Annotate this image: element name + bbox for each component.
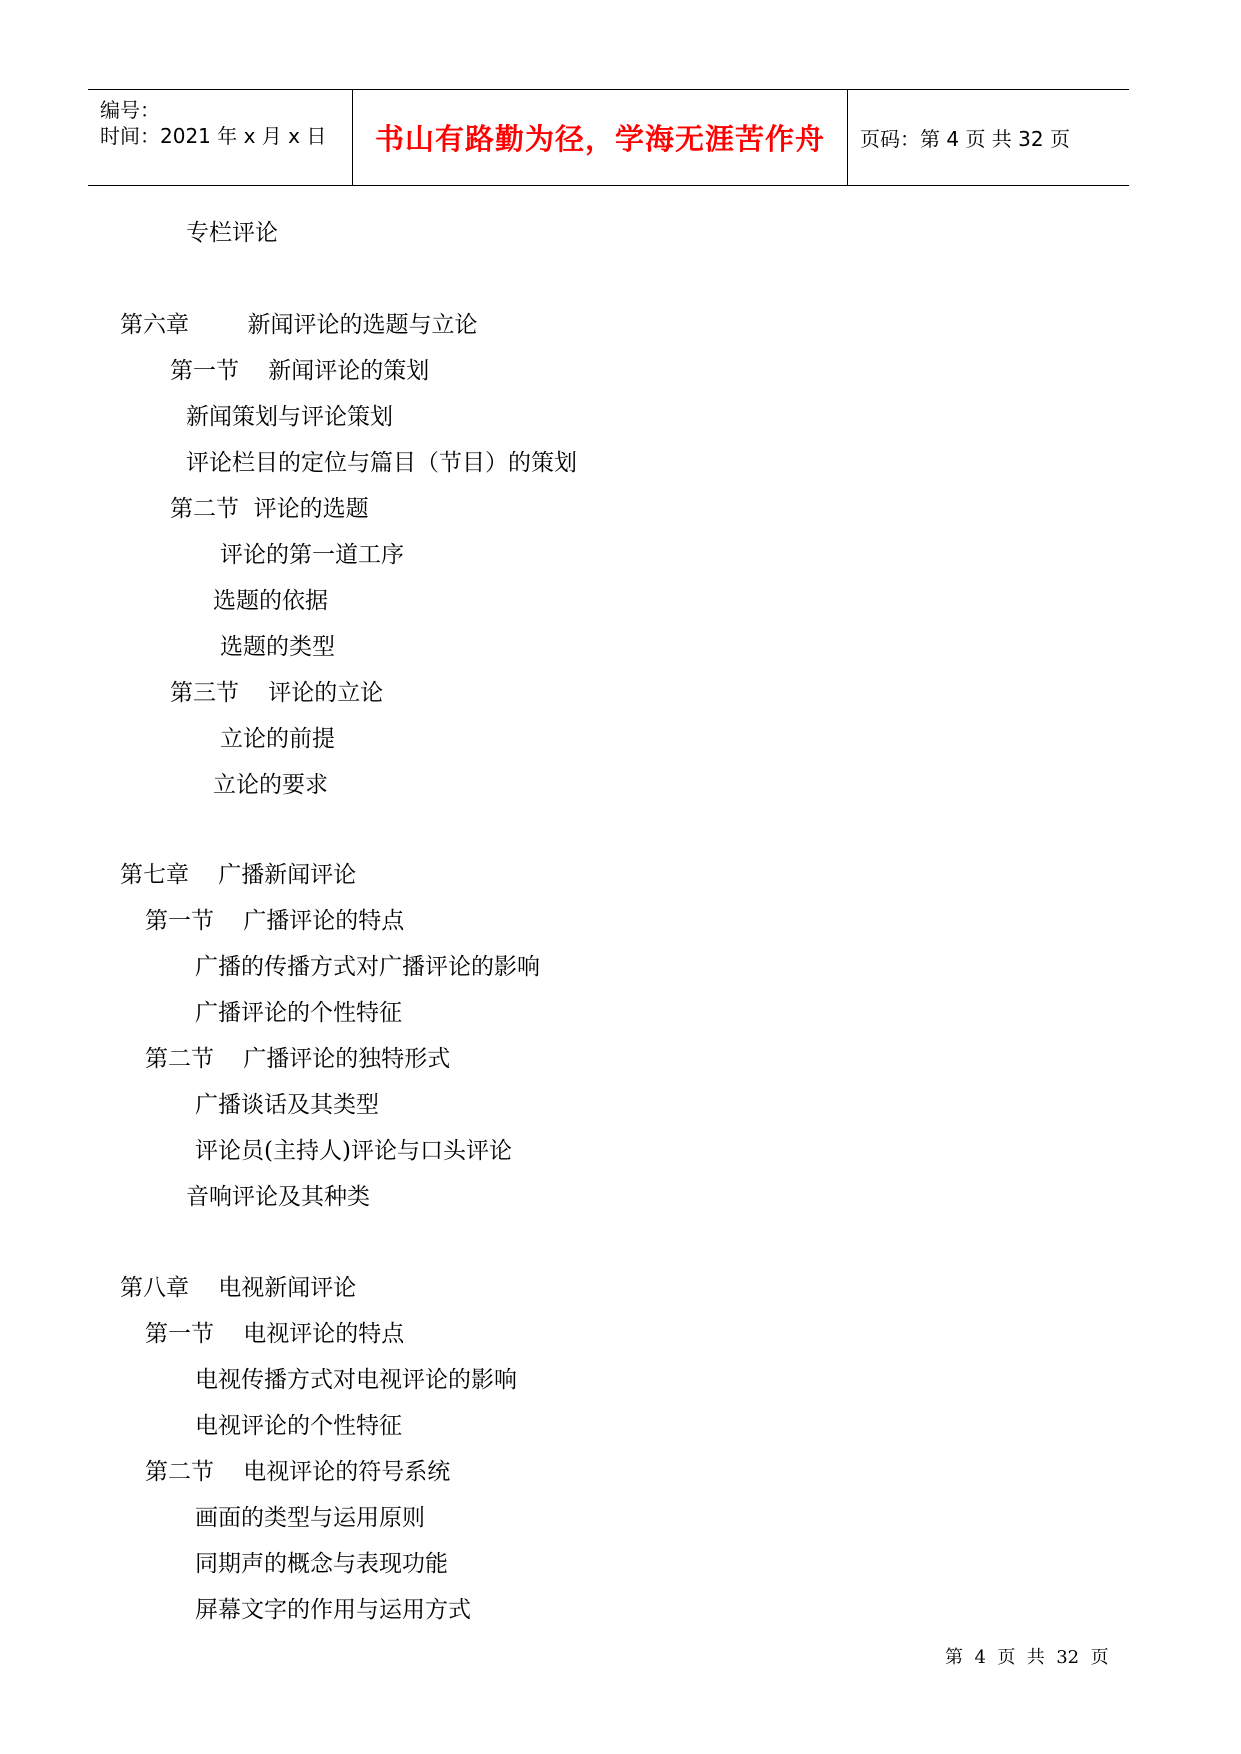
section-heading: 第一节 电视评论的特点 [145, 1321, 405, 1347]
toc-line: 电视评论的个性特征 [195, 1413, 402, 1439]
document-time-label: 时间：2021 年 x 月 x 日 [100, 124, 327, 148]
chapter-heading: 第八章 电视新闻评论 [120, 1275, 357, 1301]
section-heading: 第二节 电视评论的符号系统 [145, 1459, 451, 1485]
page-footer: 第 4 页 共 32 页 [945, 1647, 1109, 1668]
header-motto-cell [353, 90, 848, 185]
toc-line: 新闻策划与评论策划 [186, 404, 393, 430]
toc-line: 同期声的概念与表现功能 [195, 1551, 448, 1577]
toc-line: 评论的第一道工序 [220, 542, 404, 568]
header-info-cell [88, 90, 353, 185]
toc-line: 选题的类型 [220, 634, 335, 660]
toc-line: 画面的类型与运用原则 [195, 1505, 425, 1531]
toc-line: 广播的传播方式对广播评论的影响 [195, 954, 540, 980]
chapter-heading: 第六章 新闻评论的选题与立论 [120, 312, 478, 338]
toc-line: 音响评论及其种类 [186, 1184, 370, 1210]
motto-text: 书山有路勤为径，学海无涯苦作舟 [374, 122, 825, 156]
toc-line: 专栏评论 [186, 220, 278, 246]
section-heading: 第一节 广播评论的特点 [145, 908, 405, 934]
toc-line: 广播评论的个性特征 [195, 1000, 402, 1026]
document-number-label: 编号： [100, 98, 160, 122]
toc-line: 立论的前提 [220, 726, 335, 752]
section-heading: 第二节 评论的选题 [170, 496, 369, 522]
section-heading: 第三节 评论的立论 [170, 680, 384, 706]
toc-line: 选题的依据 [213, 588, 328, 614]
toc-line: 立论的要求 [213, 772, 328, 798]
toc-line: 广播谈话及其类型 [195, 1092, 379, 1118]
chapter-heading: 第七章 广播新闻评论 [120, 862, 357, 888]
page-header [88, 89, 1129, 186]
header-page-cell [848, 90, 1129, 185]
toc-line: 屏幕文字的作用与运用方式 [195, 1597, 471, 1623]
page-number-label: 页码：第 4 页 共 32 页 [860, 127, 1070, 151]
section-heading: 第一节 新闻评论的策划 [170, 358, 430, 384]
section-heading: 第二节 广播评论的独特形式 [145, 1046, 451, 1072]
toc-line: 评论员(主持人)评论与口头评论 [195, 1138, 512, 1164]
toc-line: 评论栏目的定位与篇目（节目）的策划 [186, 450, 577, 476]
toc-line: 电视传播方式对电视评论的影响 [195, 1367, 517, 1393]
